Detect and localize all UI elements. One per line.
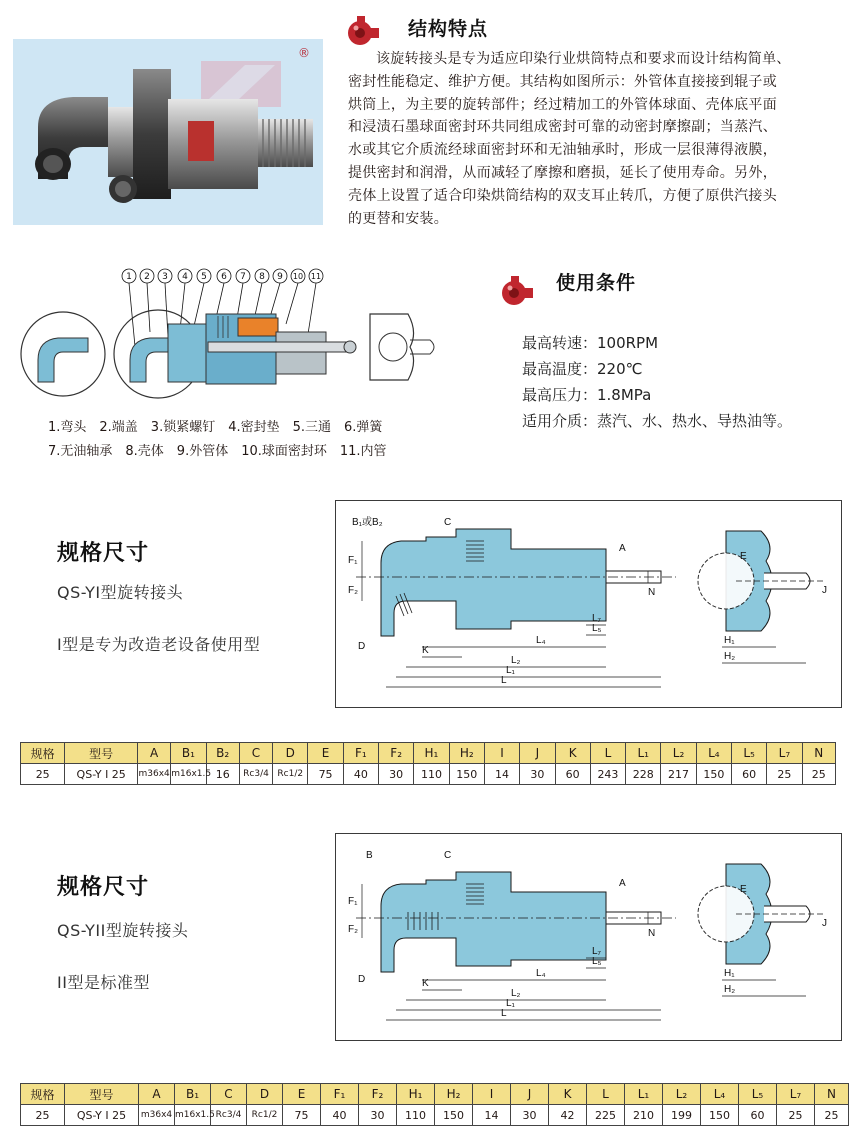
table-header-cell: F₂ — [359, 1084, 397, 1105]
table-header-cell: B₂ — [206, 743, 239, 764]
table-header-row — [21, 1084, 849, 1105]
table-header-cell: H₂ — [435, 1084, 473, 1105]
table-header-cell: H₁ — [397, 1084, 435, 1105]
section-logo-icon — [343, 12, 381, 46]
table-header-cell: K — [555, 743, 590, 764]
spec2-model: QS-YII型旋转接头 — [57, 921, 189, 940]
dim-label-f2: F₂ — [348, 924, 358, 935]
paragraph-line: 和浸渍石墨球面密封环共同组成密封可靠的动密封摩擦副；当蒸汽、 — [348, 119, 777, 136]
table-cell: 217 — [661, 764, 696, 785]
dim-label-n: N — [648, 928, 656, 939]
table-header-cell: F₁ — [321, 1084, 359, 1105]
condition-item: 最高压力：1.8MPa — [522, 386, 652, 404]
dim-label-l7: L₇ — [592, 613, 601, 624]
table-cell: 110 — [414, 764, 449, 785]
table-header-cell: I — [473, 1084, 511, 1105]
dim-label-f1: F₁ — [348, 896, 358, 907]
callout-label: 2 — [144, 272, 150, 282]
table-cell: 30 — [359, 1105, 397, 1126]
dim-label-l4: L₄ — [536, 635, 546, 646]
dim-label-e: E — [740, 551, 747, 562]
spec1-note: I型是专为改造老设备使用型 — [57, 635, 261, 654]
spec1-drawing — [335, 500, 842, 708]
table-cell: 150 — [696, 764, 731, 785]
paragraph-line: 壳体上设置了适合印染烘筒结构的双支耳止转爪，方便了原供汽接头 — [348, 187, 777, 204]
table-header-cell: L₄ — [696, 743, 731, 764]
table-cell: 40 — [321, 1105, 359, 1126]
callout-label: 7 — [240, 272, 246, 282]
dim-label-k: K — [422, 645, 429, 656]
table-cell: 40 — [343, 764, 378, 785]
paragraph-line: 水或其它介质流经球面密封环和无油轴承时，形成一层很薄得液膜， — [348, 142, 777, 159]
table-cell: 25 — [21, 764, 65, 785]
table-header-cell: 规格 — [21, 743, 65, 764]
table-cell: 243 — [590, 764, 625, 785]
dim-label-k: K — [422, 978, 429, 989]
table-header-cell: L₄ — [701, 1084, 739, 1105]
table-header-cell: 型号 — [65, 1084, 139, 1105]
table-cell: 110 — [397, 1105, 435, 1126]
table-header-cell: 规格 — [21, 1084, 65, 1105]
callout-label: 9 — [277, 272, 283, 282]
table-cell: 25 — [815, 1105, 849, 1126]
table-cell: 150 — [701, 1105, 739, 1126]
table-cell: 42 — [549, 1105, 587, 1126]
dim-label-a: A — [619, 878, 626, 889]
dim-label-l4: L₄ — [536, 968, 546, 979]
table-header-cell: N — [802, 743, 835, 764]
spec1-title: 规格尺寸 — [57, 541, 150, 566]
table-header-cell: H₂ — [449, 743, 484, 764]
table-cell: 16 — [206, 764, 239, 785]
table-cell: m36x4 — [139, 1105, 175, 1126]
table-cell: QS-Y I 25 — [65, 764, 138, 785]
dim-label-h2: H₂ — [724, 984, 736, 995]
table-cell: 14 — [484, 764, 519, 785]
dim-label-j: J — [822, 585, 827, 596]
table-cell: 225 — [587, 1105, 625, 1126]
dim-label-n: N — [648, 587, 656, 598]
dim-label-a: A — [619, 543, 626, 554]
parts-legend-row: 7.无油轴承 8.壳体 9.外管体 10.球面密封环 11.内管 — [48, 444, 387, 459]
registered-mark: ® — [298, 46, 310, 60]
table-header-cell: J — [520, 743, 555, 764]
dim-label-e: E — [740, 884, 747, 895]
table-header-cell: L₅ — [731, 743, 766, 764]
callout-label: 6 — [221, 272, 227, 282]
spec2-table — [20, 1083, 849, 1126]
table-header-cell: C — [211, 1084, 247, 1105]
dim-label-h2: H₂ — [724, 651, 736, 662]
table-header-cell: K — [549, 1084, 587, 1105]
dim-label-b: B₁或B₂ — [352, 517, 383, 528]
table-cell: 60 — [731, 764, 766, 785]
table-cell: 75 — [308, 764, 343, 785]
conditions-title: 使用条件 — [556, 272, 637, 294]
table-cell: 25 — [777, 1105, 815, 1126]
dim-label-l: L — [501, 675, 507, 686]
table-header-cell: J — [511, 1084, 549, 1105]
section-logo-icon — [497, 272, 535, 306]
product-photo — [13, 39, 323, 225]
table-cell: m36x4 — [137, 764, 170, 785]
callout-label: 11 — [310, 272, 322, 281]
table-cell: Rc1/2 — [247, 1105, 283, 1126]
table-cell: QS-Y I 25 — [65, 1105, 139, 1126]
table-cell: 150 — [435, 1105, 473, 1126]
paragraph-line: 该旋转接头是专为适应印染行业烘筒特点和要求而设计结构简单、 — [376, 51, 791, 67]
table-cell: 25 — [767, 764, 802, 785]
dim-label-l2: L₂ — [511, 655, 521, 666]
dim-label-l1: L₁ — [506, 998, 515, 1009]
cross-section-diagram — [18, 262, 458, 412]
structure-title: 结构特点 — [408, 18, 489, 40]
spec2-drawing — [335, 833, 842, 1041]
parts-legend-row: 1.弯头 2.端盖 3.锁紧螺钉 4.密封垫 5.三通 6.弹簧 — [48, 420, 383, 435]
table-header-cell: L — [587, 1084, 625, 1105]
table-header-cell: N — [815, 1084, 849, 1105]
table-cell: Rc1/2 — [273, 764, 308, 785]
spec1-table — [20, 742, 836, 785]
table-header-cell: B₁ — [171, 743, 206, 764]
callout-label: 5 — [201, 272, 207, 282]
paragraph-line: 提供密封和润滑，从而减轻了摩擦和磨损，延长了使用寿命。另外， — [348, 164, 777, 181]
condition-item: 最高转速：100RPM — [522, 334, 659, 352]
parts-legend — [48, 416, 387, 464]
table-cell: 228 — [626, 764, 661, 785]
dim-label-b: B — [366, 850, 373, 861]
table-cell: Rc3/4 — [211, 1105, 247, 1126]
table-header-cell: L₁ — [625, 1084, 663, 1105]
table-header-cell: L₇ — [767, 743, 802, 764]
table-header-cell: D — [247, 1084, 283, 1105]
spec1-model: QS-YI型旋转接头 — [57, 583, 184, 602]
dim-label-l2: L₂ — [511, 988, 521, 999]
table-cell: 14 — [473, 1105, 511, 1126]
spec2-title: 规格尺寸 — [57, 875, 150, 900]
table-cell: 199 — [663, 1105, 701, 1126]
table-header-cell: E — [308, 743, 343, 764]
table-header-cell: B₁ — [175, 1084, 211, 1105]
table-header-cell: F₁ — [343, 743, 378, 764]
dim-label-c: C — [444, 850, 452, 861]
table-header-cell: L₂ — [663, 1084, 701, 1105]
table-header-cell: H₁ — [414, 743, 449, 764]
dim-label-l: L — [501, 1008, 507, 1019]
dim-label-c: C — [444, 517, 452, 528]
table-header-cell: D — [273, 743, 308, 764]
dim-label-l5: L₅ — [592, 623, 602, 634]
dim-label-f1: F₁ — [348, 555, 358, 566]
table-cell: m16x1.5 — [175, 1105, 211, 1126]
paragraph-line: 烘筒上，为主要的旋转部件；经过精加工的外管体球面、壳体底平面 — [348, 96, 777, 113]
dim-label-f2: F₂ — [348, 585, 358, 596]
dim-label-j: J — [822, 918, 827, 929]
spec2-note: II型是标准型 — [57, 973, 150, 992]
table-header-cell: L₁ — [626, 743, 661, 764]
table-header-cell: C — [239, 743, 272, 764]
table-header-cell: L₂ — [661, 743, 696, 764]
table-header-cell: F₂ — [379, 743, 414, 764]
table-cell: 25 — [21, 1105, 65, 1126]
table-header-cell: I — [484, 743, 519, 764]
table-header-cell: A — [139, 1084, 175, 1105]
table-row — [21, 1105, 849, 1126]
table-cell: 210 — [625, 1105, 663, 1126]
callout-label: 3 — [162, 272, 168, 282]
table-header-cell: 型号 — [65, 743, 138, 764]
paragraph-line: 的更替和安装。 — [348, 210, 449, 227]
table-header-row — [21, 743, 836, 764]
table-header-cell: L₅ — [739, 1084, 777, 1105]
callout-label: 1 — [126, 272, 132, 282]
dim-label-d: D — [358, 974, 366, 985]
conditions-list — [522, 332, 792, 432]
table-row — [21, 764, 836, 785]
table-header-cell: E — [283, 1084, 321, 1105]
table-header-cell: L₇ — [777, 1084, 815, 1105]
table-cell: 60 — [739, 1105, 777, 1126]
structure-paragraph — [348, 48, 854, 230]
callout-label: 4 — [182, 272, 188, 282]
dim-label-d: D — [358, 641, 366, 652]
dim-label-h1: H₁ — [724, 635, 735, 646]
table-cell: m16x1.5 — [171, 764, 206, 785]
condition-item: 适用介质：蒸汽、水、热水、导热油等。 — [522, 412, 793, 430]
callout-label: 8 — [259, 272, 265, 282]
table-cell: 60 — [555, 764, 590, 785]
table-cell: 30 — [511, 1105, 549, 1126]
table-cell: Rc3/4 — [239, 764, 272, 785]
callout-label: 10 — [292, 272, 304, 281]
table-header-cell: L — [590, 743, 625, 764]
paragraph-line: 密封性能稳定、维护方便。其结构如图所示：外管体直接接到辊子或 — [348, 73, 777, 90]
dim-label-h1: H₁ — [724, 968, 735, 979]
table-cell: 30 — [379, 764, 414, 785]
dim-label-l5: L₅ — [592, 956, 602, 967]
table-cell: 25 — [802, 764, 835, 785]
table-cell: 75 — [283, 1105, 321, 1126]
dim-label-l1: L₁ — [506, 665, 515, 676]
table-cell: 30 — [520, 764, 555, 785]
dim-label-l7: L₇ — [592, 946, 601, 957]
condition-item: 最高温度：220℃ — [522, 360, 643, 378]
table-header-cell: A — [137, 743, 170, 764]
table-cell: 150 — [449, 764, 484, 785]
